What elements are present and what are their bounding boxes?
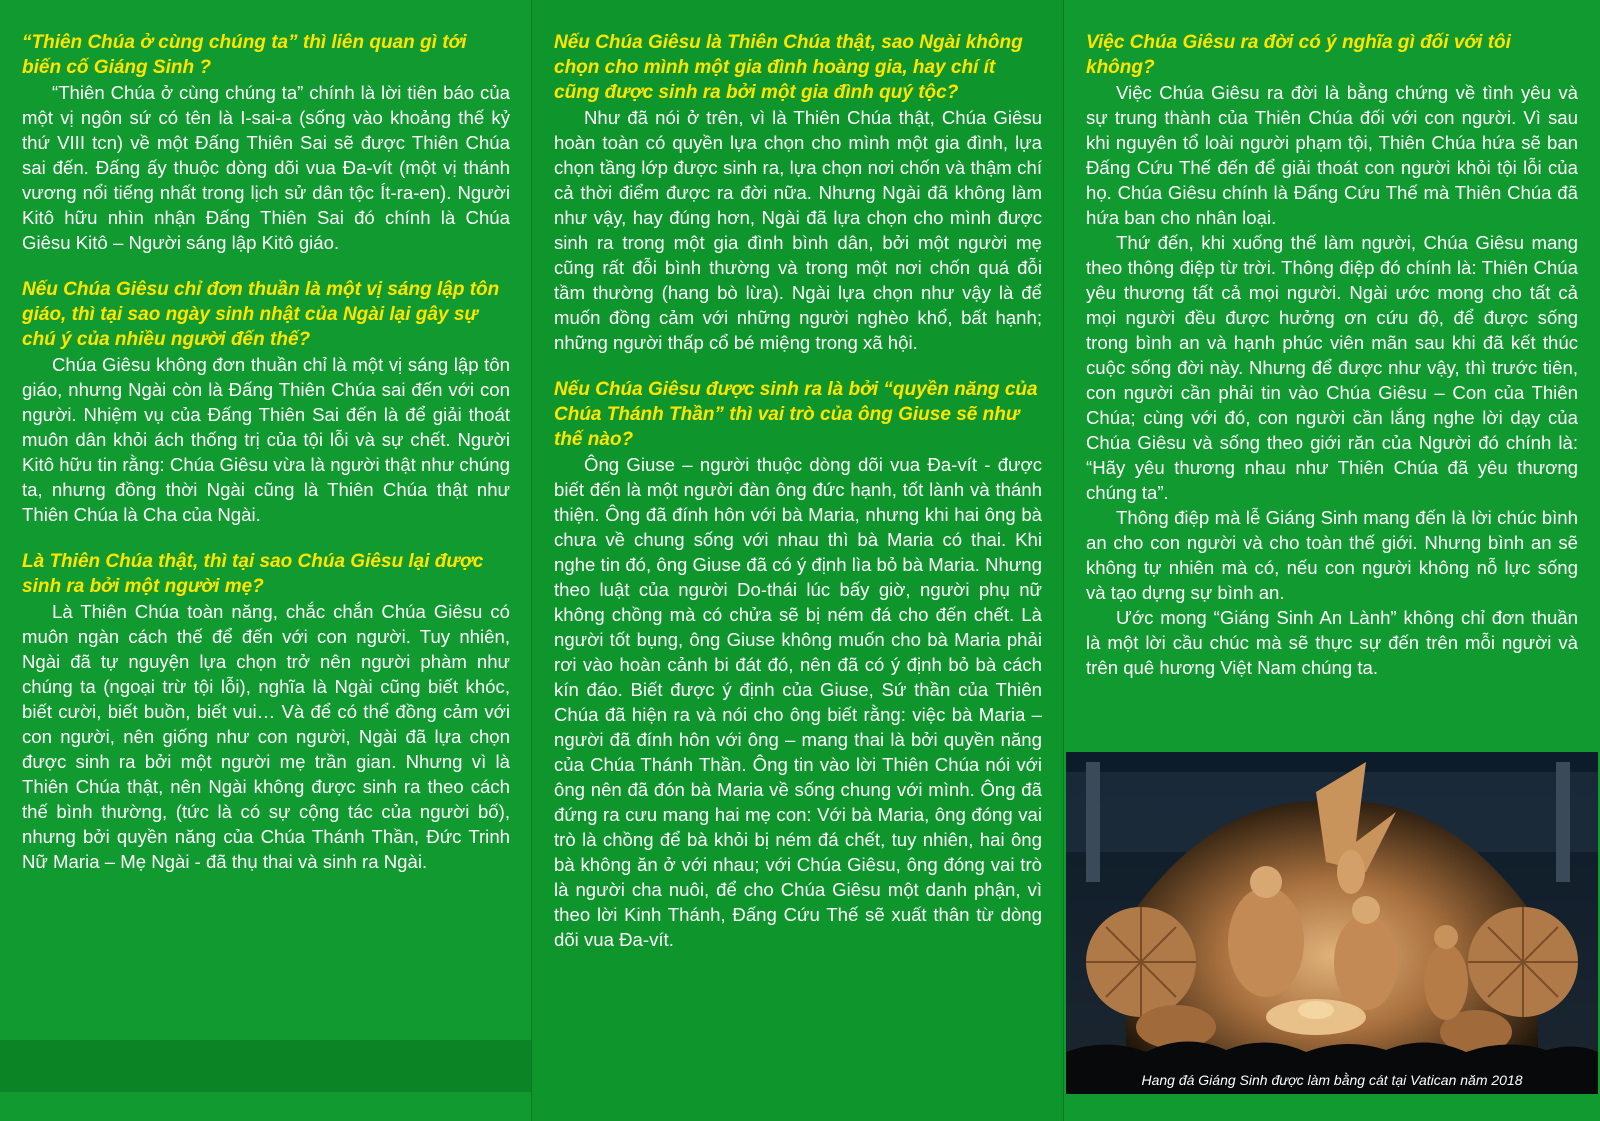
section-heading: Nếu Chúa Giêsu chỉ đơn thuần là một vị sáng lập tôn giáo, thì tại sao ngày sinh nhật của Ngài lại gây sự chú ý của nhiều người đến thế? [22,279,500,350]
section-heading: Nếu Chúa Giêsu được sinh ra là bởi “quyền năng của Chúa Thánh Thần” thì vai trò của ông Giuse sẽ như thế nào? [554,379,1038,450]
section-royal-family [554,30,1042,355]
section-paragraph: Thông điệp mà lễ Giáng Sinh mang đến là lời chúc bình an cho con người và cho toàn thế giới. Nhưng bình an sẽ không tự nhiên mà có, nếu con người không nỗ lực sống và tạo dựng sự bình an. [1086,507,1578,603]
nativity-photo [1066,752,1598,1094]
section-heading: Là Thiên Chúa thật, thì tại sao Chúa Giêsu lại được sinh ra bởi một người mẹ? [22,551,484,597]
section-paragraph: Ông Giuse – người thuộc dòng dõi vua Đa-vít - được biết đến là một người đàn ông đức hạnh, tốt lành và thánh thiện. Ông đã đính hôn với bà Maria, nhưng khi hai ông bà chưa về chung sống với nhau thì bà Maria có thai. Khi nghe tin đó, ông Giuse đã có ý định lìa bỏ bà Maria. Nhưng theo luật của người Do-thái lúc bấy giờ, người phụ nữ không chồng mà có chửa sẽ bị ném đá cho đến chết. Là người tốt bụng, ông Giuse không muốn cho bà Maria phải rơi vào hoàn cảnh bi đát đó, nên đã có ý định bỏ bà cách kín đáo. Biết được ý định của Giuse, Sứ thần của Thiên Chúa đã hiện ra và nói cho ông biết rằng: việc bà Maria – người đã đính hôn với ông – mang thai là bởi quyền năng của Chúa Thánh Thần. Ông tin vào lời Thiên Chúa nói với ông nên đã đón bà Maria về sống chung với mình. Ông đã đứng ra cưu mang hai mẹ con: Với bà Maria, ông đóng vai trò là chồng để bà khỏi bị ném đá chết, tuy nhiên, hai ông bà không ăn ở với nhau; với Chúa Giêsu, ông đóng vai trò là người cha nuôi, để cho Chúa Giêsu một danh phận, vì theo lời Kinh Thánh, Đấng Cứu Thế sẽ xuất thân từ dòng dõi vua Đa-vít. [554,454,1042,950]
section-heading: Nếu Chúa Giêsu là Thiên Chúa thật, sao Ngài không chọn cho mình một gia đình hoàng gia, hay chí ít cũng được sinh ra bởi một gia đình quý tộc? [554,32,1023,103]
section-paragraph: “Thiên Chúa ở cùng chúng ta” chính là lời tiên báo của một vị ngôn sứ có tên là I-sai-a (sống vào khoảng thế kỷ thứ VIII tcn) về một Đấng Thiên Sai sẽ được Thiên Chúa sai đến. Đấng ấy thuộc dòng dõi vua Đa-vít (một vị thánh vương nổi tiếng nhất trong lịch sử dân tộc Ít-ra-en). Người Kitô hữu nhìn nhận Đấng Thiên Sai đó chính là Chúa Giêsu Kitô – Người sáng lập Kitô giáo. [22,82,510,253]
section-meaning [1086,30,1578,680]
column-middle [532,0,1064,1121]
section-paragraph: Thứ đến, khi xuống thế làm người, Chúa Giêsu mang theo thông điệp từ trời. Thông điệp đó chính là: Thiên Chúa yêu thương tất cả mọi người. Ngài ước mong cho tất cả mọi người đều được hưởng ơn cứu độ, để được sống trong bình an và hạnh phúc viên mãn sau khi đã kết thúc cuộc sống đời này. Nhưng để được như vậy, thì trước tiên, con người cần phải tin vào Chúa Giêsu – Con của Thiên Chúa; cùng với đó, con người cần lắng nghe lời dạy của Chúa Giêsu và sống theo giới răn của Người đó chính là: “Hãy yêu thương nhau như Thiên Chúa đã yêu thương chúng ta”. [1086,232,1578,503]
photo-caption: Hang đá Giáng Sinh được làm bằng cát tại Vatican năm 2018 [1141,1072,1523,1088]
section-founder [22,277,510,527]
section-heading: Việc Chúa Giêsu ra đời có ý nghĩa gì đối với tôi không? [1086,32,1511,78]
section-paragraph: Chúa Giêsu không đơn thuần chỉ là một vị sáng lập tôn giáo, nhưng Ngài còn là Đấng Thiên Chúa sai đến với con người. Nhiệm vụ của Đấng Thiên Sai đến là để giải thoát muôn dân khỏi ách thống trị của tội lỗi và sự chết. Người Kitô hữu tin rằng: Chúa Giêsu vừa là người thật như chúng ta, nhưng đồng thời Ngài cũng là Thiên Chúa thật như Thiên Chúa là Cha của Ngài. [22,354,510,525]
column-left [0,0,532,1121]
section-paragraph: Việc Chúa Giêsu ra đời là bằng chứng về tình yêu và sự trung thành của Thiên Chúa đối với con người. Vì sau khi nguyên tổ loài người phạm tội, Thiên Chúa hứa sẽ ban Đấng Cứu Thế đến để giải thoát con người khỏi tội lỗi của họ. Chúa Giêsu chính là Đấng Cứu Thế mà Thiên Chúa đã hứa ban cho nhân loại. [1086,82,1578,228]
section-paragraph: Là Thiên Chúa toàn năng, chắc chắn Chúa Giêsu có muôn ngàn cách thế để đến với con người. Tuy nhiên, Ngài đã tự nguyện lựa chọn trở nên người phàm như chúng ta (ngoại trừ tội lỗi), nghĩa là Ngài cũng biết khóc, biết cười, biết buồn, biết vui… Và để có thể đồng cảm với con người, nên giống như con người, Ngài đã lựa chọn được sinh ra bởi một người mẹ trần gian. Nhưng vì là Thiên Chúa thật, nên Ngài không được sinh ra theo cách thế bình thường, (tức là có sự cộng tác của người bố), nhưng bởi quyền năng của Chúa Thánh Thần, Đức Trinh Nữ Maria – Mẹ Ngài - đã thụ thai và sinh ra Ngài. [22,601,510,872]
section-mother [22,549,510,874]
section-paragraph: Ước mong “Giáng Sinh An Lành” không chỉ đơn thuần là một lời cầu chúc mà sẽ thực sự đến trên mỗi người và trên quê hương Việt Nam chúng ta. [1086,607,1578,678]
section-paragraph: Như đã nói ở trên, vì là Thiên Chúa thật, Chúa Giêsu hoàn toàn có quyền lựa chọn cho mình một gia đình, lựa chọn tầng lớp được sinh ra, lựa chọn nơi chốn và thậm chí cả thời điểm được ra đời nữa. Nhưng Ngài đã không làm như vậy, hay đúng hơn, Ngài đã lựa chọn cho mình được sinh ra trong một gia đình bình dân, bởi một người mẹ cũng rất đỗi bình thường và trong một nơi chốn quá đỗi tầm thường (hang bò lừa). Ngài lựa chọn như vậy là để muốn đồng cảm với những người nghèo khổ, bất hạnh; những người thấp cổ bé miệng trong xã hội. [554,107,1042,353]
section-heading: “Thiên Chúa ở cùng chúng ta” thì liên quan gì tới biến cố Giáng Sinh ? [22,32,467,78]
section-joseph [554,377,1042,952]
bottom-band [0,1040,532,1092]
section-emmanuel [22,30,510,255]
nativity-sand-sculpture-image [1066,752,1598,1094]
